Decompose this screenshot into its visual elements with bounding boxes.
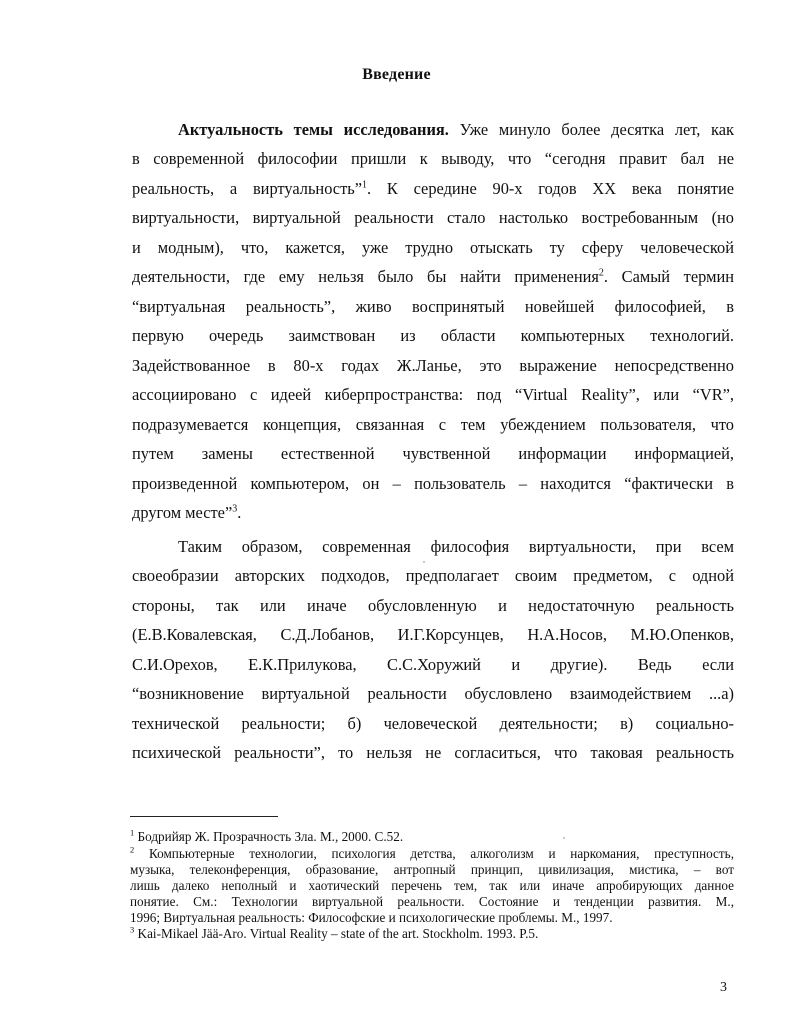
- footnote: $^1$ Бодрийяр Ж. Прозрачность Зла. М., 2000. С.52.: [130, 827, 404, 844]
- body-line: (Е.В.Ковалевская, С.Д.Лобанов, И.Г.Корсунцев, Н.А.Носов, М.Ю.Опенков,: [132, 625, 734, 644]
- footnote-number: 3: [130, 924, 135, 935]
- footnote-number: 2: [130, 844, 135, 855]
- body-line: деятельности, где ему нельзя было бы найти применения$^2$. Самый термин: [132, 267, 734, 286]
- body-line: виртуальности, виртуальной реальности стало настолько востребованным (но: [132, 208, 734, 227]
- body-line: подразумевается концепция, связанная с тем убеждением пользователя, что: [132, 415, 734, 434]
- page-number: 3: [720, 980, 727, 995]
- scan-speck: [423, 561, 425, 563]
- body-line: психической реальности”, то нельзя не согласиться, что таковая реальность: [132, 743, 734, 762]
- footnote-continuation: лишь далеко неполный и хаотический перечень тем, так или иначе апробирующих данное: [130, 878, 734, 893]
- body-line: реальность, а виртуальность”$^1$. К середине 90-х годов XX века понятие: [132, 179, 734, 198]
- body-line: “виртуальная реальность”, живо воспринятый новейшей философией, в: [132, 297, 734, 316]
- body-line: путем замены естественной чувственной информации информацией,: [132, 444, 734, 463]
- scan-speck: [563, 837, 565, 839]
- body-line: своеобразии авторских подходов, предполагает своим предметом, с одной: [132, 566, 734, 585]
- footnote-number: 1: [130, 827, 135, 838]
- footnote: $^2$ Компьютерные технологии, психология детства, алкоголизм и наркомания, преступность,: [130, 844, 734, 861]
- body-line: Задействованное в 80-х годах Ж.Ланье, это выражение непосредственно: [132, 356, 734, 375]
- body-line: ассоциировано с идеей киберпространства: под “Virtual Reality”, или “VR”,: [132, 385, 734, 404]
- bold-lead: Актуальность темы исследования.: [178, 120, 449, 139]
- body-line: технической реальности; б) человеческой деятельности; в) социально-: [132, 714, 734, 733]
- footnote-continuation: 1996; Виртуальная реальность: Философские и психологические проблемы. М., 1997.: [130, 910, 613, 925]
- body-line: Таким образом, современная философия виртуальности, при всем: [178, 537, 734, 556]
- footnote-ref: 3: [232, 503, 238, 515]
- body-line: Актуальность темы исследования. Уже минуло более десятка лет, как: [178, 120, 734, 139]
- body-line: С.И.Орехов, Е.К.Прилукова, С.С.Хоружий и другие). Ведь если: [132, 655, 734, 674]
- body-line: первую очередь заимствован из области компьютерных технологий.: [132, 326, 734, 345]
- body-line: и модным), что, кажется, уже трудно отыскать ту сферу человеческой: [132, 238, 734, 257]
- footnote-ref: 2: [598, 267, 604, 279]
- footnote-ref: 1: [362, 179, 367, 191]
- body-line: стороны, так или иначе обусловленную и недостаточную реальность: [132, 596, 734, 615]
- footnote-continuation: понятие. См.: Технологии виртуальной реальности. Состояние и тенденции развития. М.,: [130, 894, 734, 909]
- body-line: произведенной компьютером, он – пользователь – находится “фактически в: [132, 474, 734, 493]
- body-line: “возникновение виртуальной реальности обусловлено взаимодействием ...а): [132, 684, 734, 703]
- section-title: Введение: [362, 66, 431, 83]
- footnote: $^3$ Kai-Mikael Jää-Aro. Virtual Reality – state of the art. Stockholm. 1993. P.5.: [130, 924, 539, 941]
- footnote-continuation: музыка, телеконференция, образование, антропный принцип, цивилизация, мистика, – вот: [130, 862, 734, 877]
- footnote-separator: [130, 816, 278, 817]
- body-line: в современной философии пришли к выводу, что “сегодня правит бал не: [132, 149, 734, 168]
- body-line: другом месте”$^3$.: [132, 503, 242, 522]
